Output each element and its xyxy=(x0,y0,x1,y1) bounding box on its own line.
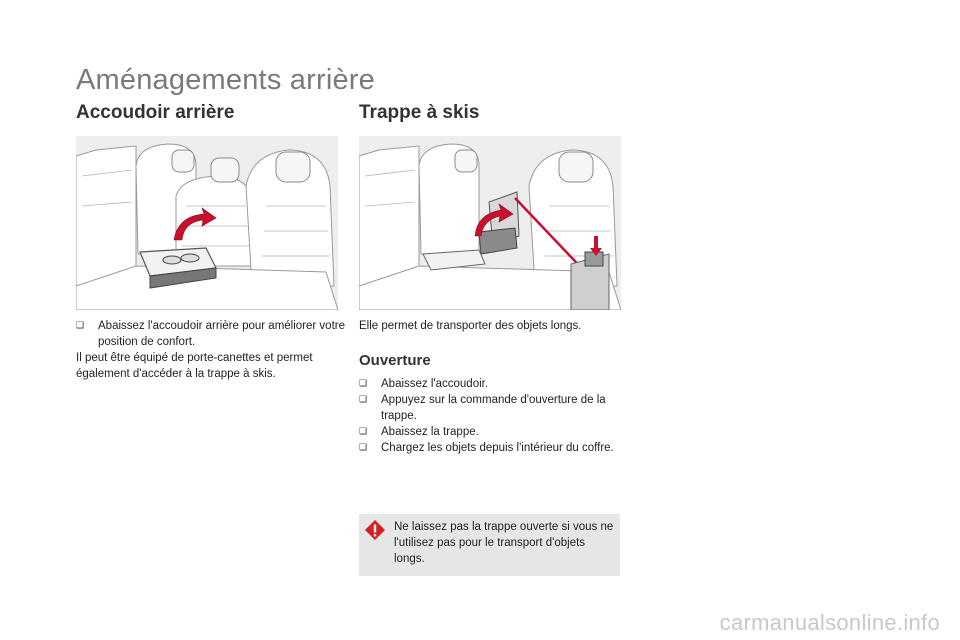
list-item xyxy=(359,424,621,440)
armrest-bullet-text: Abaissez l'accoudoir arrière pour améliorer votre position de confort. xyxy=(98,320,345,348)
section-title-armrest: Accoudoir arrière xyxy=(76,102,235,123)
step-text: Appuyez sur la commande d'ouverture de la trappe. xyxy=(381,394,606,422)
step-text: Chargez les objets depuis l'intérieur du coffre. xyxy=(381,442,614,454)
ski-flap-illustration xyxy=(359,136,621,310)
list-item xyxy=(359,392,621,424)
list-item xyxy=(76,318,346,350)
watermark: carmanualsonline.info xyxy=(719,610,940,635)
warning-note xyxy=(359,514,620,576)
warning-icon xyxy=(365,520,385,540)
section-title-ski-flap: Trappe à skis xyxy=(359,102,480,123)
step-text: Abaissez l'accoudoir. xyxy=(381,378,489,390)
page-title: Aménagements arrière xyxy=(76,64,375,96)
ski-flap-intro: Elle permet de transporter des objets longs. xyxy=(359,320,582,332)
armrest-paragraph: Il peut être équipé de porte-canettes et permet également d'accéder à la trappe à skis. xyxy=(76,352,313,380)
subheading-opening: Ouverture xyxy=(359,352,431,369)
list-item xyxy=(359,440,621,456)
checkbox-bullet-icon: ❑ xyxy=(76,321,85,331)
step-text: Abaissez la trappe. xyxy=(381,426,479,438)
checkbox-bullet-icon: ❑ xyxy=(359,395,368,405)
rear-armrest-illustration xyxy=(76,136,338,310)
checkbox-bullet-icon: ❑ xyxy=(359,427,368,437)
list-item xyxy=(359,376,621,392)
checkbox-bullet-icon: ❑ xyxy=(359,379,368,389)
opening-steps xyxy=(359,376,621,456)
warning-text: Ne laissez pas la trappe ouverte si vous ne l'utilisez pas pour le transport d'objets longs. xyxy=(394,521,614,565)
checkbox-bullet-icon: ❑ xyxy=(359,443,368,453)
armrest-text xyxy=(76,318,346,382)
